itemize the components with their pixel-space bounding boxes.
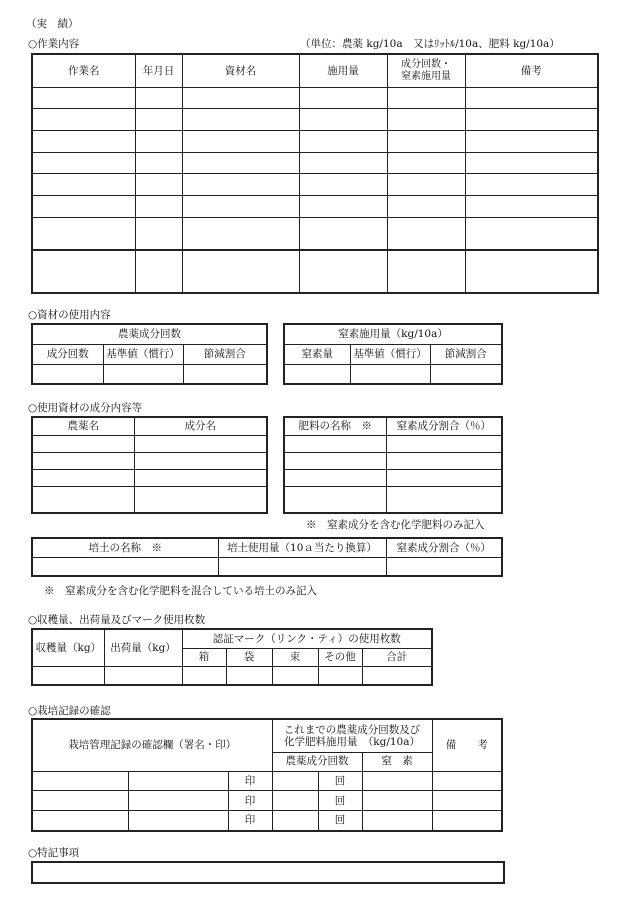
- section-components-title: ○使用資材の成分内容等: [28, 402, 143, 414]
- work-header-date: 年月日: [135, 54, 182, 87]
- mark-bundle-header: 束: [272, 648, 318, 666]
- table-row[interactable]: [32, 152, 598, 174]
- table-row[interactable]: [32, 174, 598, 196]
- count-unit: 回: [318, 810, 362, 831]
- pesticide-reduction-header: 節減割合: [183, 344, 267, 364]
- table-row[interactable]: [32, 771, 502, 791]
- soil-usage-header: 培土使用量（10ａ当たり換算）: [218, 538, 386, 557]
- pesticide-count-title: 農薬成分回数: [32, 324, 267, 344]
- shipment-amount-header: 出荷量（kg）: [104, 629, 182, 666]
- nitrogen-reduction-header: 節減割合: [430, 344, 502, 364]
- soil-note: ※ 窒素成分を含む化学肥料を混合している培土のみ記入: [44, 585, 317, 597]
- count-unit: 回: [318, 771, 362, 791]
- work-header-task: 作業名: [32, 54, 135, 87]
- count-unit: 回: [318, 791, 362, 811]
- confirm-remarks-header: 備 考: [432, 719, 502, 771]
- mark-usage-title: 認証マーク（リンク・ティ）の使用枚数: [182, 629, 432, 648]
- table-row[interactable]: [32, 452, 267, 469]
- table-row[interactable]: [32, 217, 598, 250]
- work-header-remarks: 備考: [465, 54, 598, 87]
- seal-mark: 印: [228, 810, 272, 831]
- page-title: （実 績）: [26, 18, 79, 30]
- special-notes-box[interactable]: [31, 861, 505, 884]
- table-row[interactable]: [284, 364, 502, 384]
- table-row[interactable]: [32, 195, 598, 217]
- work-header-components: 成分回数・ 窒素施用量: [387, 54, 465, 87]
- unit-note: （単位：農薬 kg/10a 又はﾘｯﾄﾙ/10a、肥料 kg/10a）: [300, 38, 560, 50]
- soil-table: [31, 537, 503, 577]
- fertilizer-name-header: 肥料の名称 ※: [284, 417, 386, 435]
- pesticide-count-subheader: 農薬成分回数: [272, 752, 362, 771]
- table-row[interactable]: [32, 557, 502, 576]
- pesticide-components-table: [31, 416, 268, 514]
- pesticide-count-table: [31, 323, 268, 385]
- table-row[interactable]: [32, 364, 267, 384]
- table-row[interactable]: [32, 666, 432, 685]
- harvest-amount-header: 収穫量（kg）: [32, 629, 104, 666]
- mark-box-header: 箱: [182, 648, 226, 666]
- work-table: [31, 53, 599, 294]
- mark-bag-header: 袋: [226, 648, 272, 666]
- nitrogen-title: 窒素施用量（kg/10a）: [284, 324, 502, 344]
- table-row[interactable]: [32, 130, 598, 152]
- table-row[interactable]: [284, 452, 502, 469]
- table-row[interactable]: [32, 87, 598, 109]
- seal-mark: 印: [228, 771, 272, 791]
- table-row[interactable]: [284, 487, 502, 513]
- fertilizer-nitrogen-header: 窒素成分割合（％）: [386, 417, 502, 435]
- section-work-title: ○作業内容: [28, 38, 80, 50]
- confirm-signature-header: 栽培管理記録の確認欄（署名・印）: [32, 719, 272, 771]
- soil-name-header: 培土の名称 ※: [32, 538, 218, 557]
- mark-total-header: 合計: [362, 648, 432, 666]
- pesticide-count-header: 成分回数: [32, 344, 103, 364]
- component-name-header: 成分名: [134, 417, 267, 435]
- table-row[interactable]: [32, 470, 267, 487]
- nitrogen-base-header: 基準値（慣行）: [350, 344, 430, 364]
- table-row[interactable]: [32, 791, 502, 811]
- fertilizer-table: [283, 416, 503, 514]
- nitrogen-amount-header: 窒素量: [284, 344, 350, 364]
- table-row[interactable]: [32, 487, 267, 513]
- mark-other-header: その他: [318, 648, 362, 666]
- table-row[interactable]: [284, 470, 502, 487]
- section-harvest-title: ○収穫量、出荷量及びマーク使用枚数: [28, 614, 206, 626]
- table-row[interactable]: [32, 810, 502, 831]
- section-materials-title: ○資材の使用内容: [28, 309, 111, 321]
- harvest-table: [31, 628, 433, 686]
- pesticide-name-header: 農薬名: [32, 417, 134, 435]
- work-header-material: 資材名: [182, 54, 299, 87]
- nitrogen-subheader: 窒 素: [362, 752, 432, 771]
- confirm-table: [31, 718, 503, 832]
- table-row[interactable]: [32, 435, 267, 452]
- seal-mark: 印: [228, 791, 272, 811]
- pesticide-base-header: 基準値（慣行）: [103, 344, 183, 364]
- table-row[interactable]: [284, 435, 502, 452]
- section-special-title: ○特記事項: [28, 847, 80, 859]
- table-row[interactable]: [32, 109, 598, 131]
- nitrogen-table: [283, 323, 503, 385]
- fertilizer-note: ※ 窒素成分を含む化学肥料のみ記入: [306, 519, 485, 531]
- soil-nitrogen-header: 窒素成分割合（％）: [386, 538, 502, 557]
- work-header-amount: 施用量: [299, 54, 387, 87]
- cumulative-header: これまでの農薬成分回数及び 化学肥料施用量 （kg/10a）: [272, 719, 432, 752]
- section-confirm-title: ○栽培記録の確認: [28, 705, 111, 717]
- table-row[interactable]: [32, 250, 598, 293]
